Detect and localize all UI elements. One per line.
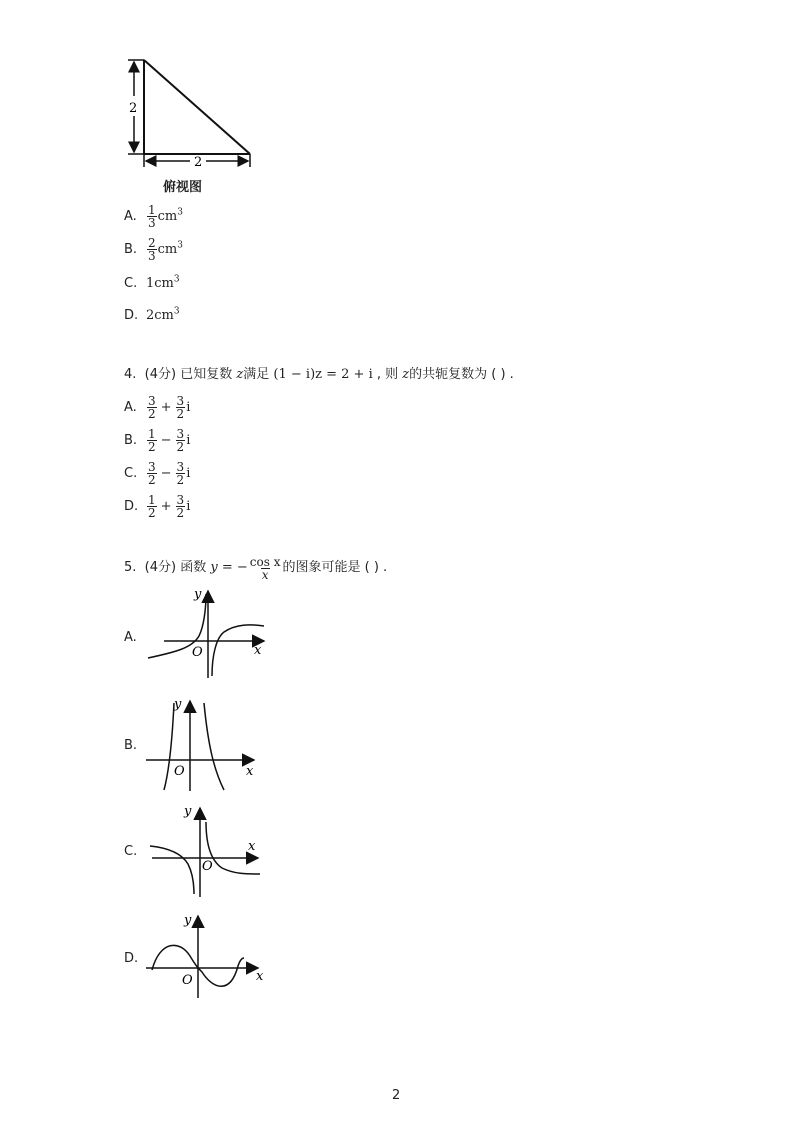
svg-text:O: O xyxy=(182,973,193,988)
width-dimension-label: 2 xyxy=(194,155,203,170)
svg-text:O: O xyxy=(192,645,203,660)
question-5-stem: 5. (4分) 函数 y = − $\frac{\text{cos x}}{x}$ 的图象可能是 ( ) . xyxy=(124,554,388,582)
q4-option-d[interactable]: D. $\frac{1}{2}$ + $\frac{3}{2}$ i xyxy=(124,492,191,520)
q5-option-d-label[interactable]: D. xyxy=(124,951,139,966)
svg-text:O: O xyxy=(174,764,185,779)
svg-text:y: y xyxy=(174,697,182,712)
q3-option-b[interactable]: B. $\frac{2}{3}$ $cm^3$ xyxy=(124,235,183,263)
height-dimension-label: 2 xyxy=(129,101,138,116)
svg-text:x: x xyxy=(246,764,254,779)
page-number: 2 xyxy=(392,1088,401,1103)
q5-option-b-label[interactable]: B. xyxy=(124,738,138,753)
q5-option-d-graph[interactable] xyxy=(146,910,270,1002)
svg-text:y: y xyxy=(184,913,192,928)
question-4-stem: 4. (4分) 已知复数 z 满足 (1 − i)z = 2 + i , 则 z 的共轭复数为 ( ) . xyxy=(124,367,514,382)
svg-text:x: x xyxy=(248,839,256,854)
q3-option-c[interactable]: C. $1cm^3$ xyxy=(124,274,180,291)
q4-option-b[interactable]: B. $\frac{1}{2}$ − $\frac{3}{2}$ i xyxy=(124,426,191,454)
q5-option-c-label[interactable]: C. xyxy=(124,844,138,859)
q4-option-c[interactable]: C. $\frac{3}{2}$ − $\frac{3}{2}$ i xyxy=(124,459,191,487)
q5-option-a-graph[interactable] xyxy=(146,586,270,681)
q5-option-a-label[interactable]: A. xyxy=(124,630,137,645)
svg-text:y: y xyxy=(184,804,192,819)
q5-option-c-graph[interactable] xyxy=(146,802,270,900)
svg-text:x: x xyxy=(254,643,262,658)
q5-option-b-graph[interactable] xyxy=(146,695,270,793)
top-view-figure xyxy=(120,52,270,177)
svg-text:O: O xyxy=(202,859,213,874)
svg-text:y: y xyxy=(194,587,202,602)
svg-text:x: x xyxy=(256,969,264,984)
q3-option-a[interactable]: A. $\frac{1}{3}$ $cm^3$ xyxy=(124,202,183,230)
q3-option-d[interactable]: D. $2cm^3$ xyxy=(124,306,180,323)
q4-option-a[interactable]: A. $\frac{3}{2}$ + $\frac{3}{2}$ i xyxy=(124,393,191,421)
top-view-caption: 俯视图 xyxy=(163,180,203,195)
